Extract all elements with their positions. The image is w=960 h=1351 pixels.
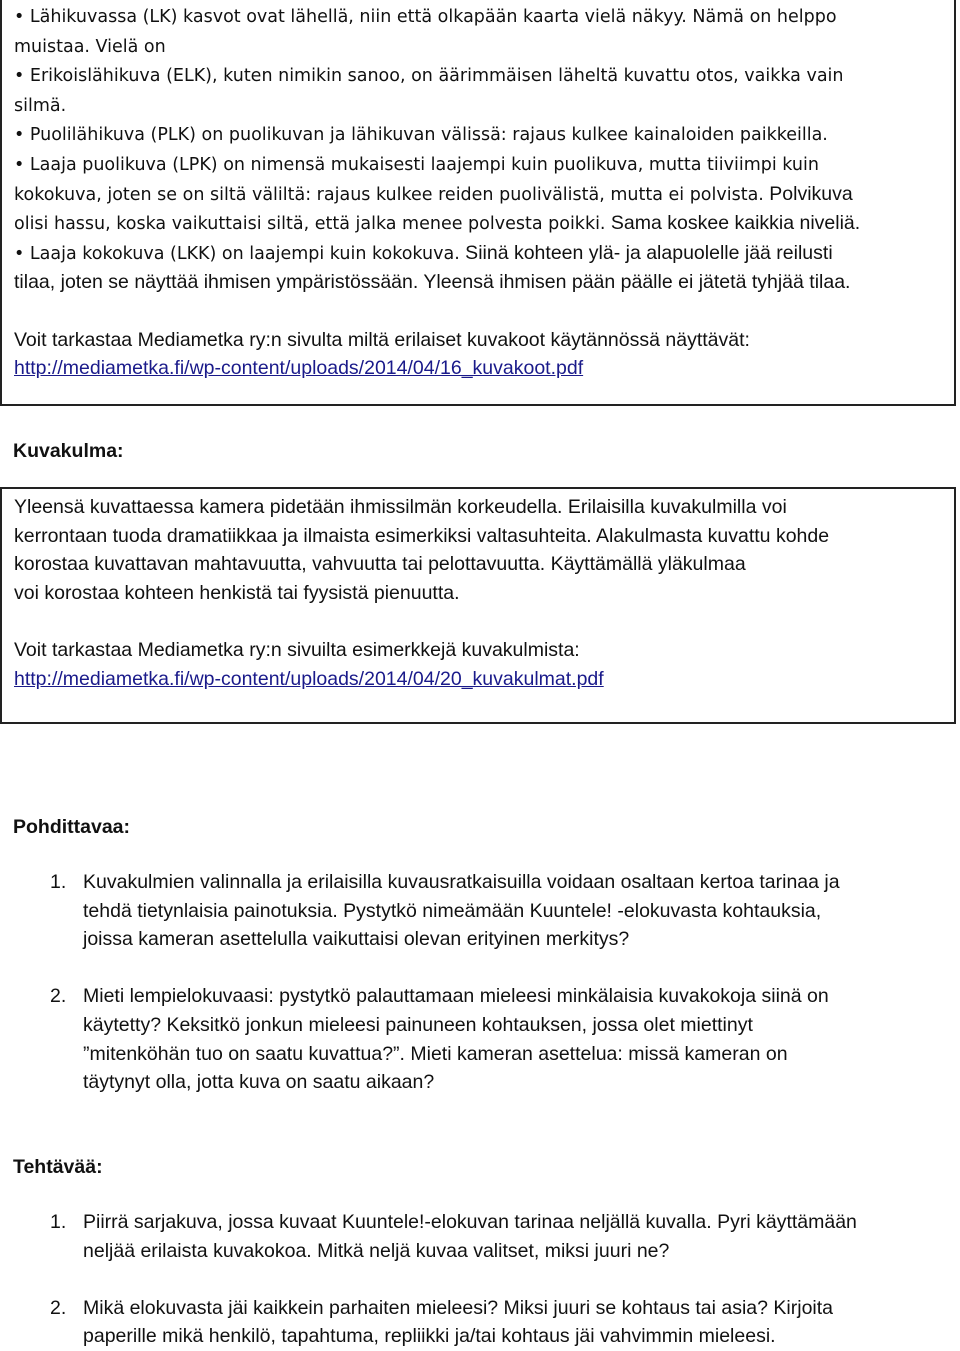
text-line: muistaa. Vielä on (14, 36, 166, 57)
text-line: Yleensä kuvattaessa kamera pidetään ihmissilmän korkeudella. Erilaisilla kuvakulmilla voi (14, 496, 787, 518)
item-line: paperille mikä henkilö, tapahtuma, repliikki ja/tai kohtaus jäi vahvimmin mieleesi. (83, 1325, 776, 1348)
tasks-heading: Tehtävää: (13, 1156, 103, 1178)
item-line: joissa kameran asettelulla vaikuttaisi olevan erityinen merkitys? (83, 928, 630, 951)
text-line: voi korostaa kohteen henkistä tai fyysistä pienuutta. (14, 581, 460, 604)
item-line: Mikä elokuvasta jäi kaikkein parhaiten mieleesi? Miksi juuri se kohtaus tai asia? Kirjoita (83, 1296, 834, 1319)
item-line: tehdä tietynlaisia painotuksia. Pystytkö nimeämään Kuuntele! -elokuvasta kohtauksia, (83, 899, 822, 922)
text-line: korostaa kuvattavan mahtavuutta, vahvuutta tai pelottavuutta. Käyttämällä yläkulmaa (14, 553, 746, 576)
text-line: • Laaja puolikuva (LPK) on nimensä mukaisesti laajempi kuin puolikuva, mutta tiiviimpi kuin (14, 154, 819, 175)
list-item (13, 982, 943, 1096)
text-line: • Erikoislähikuva (ELK), kuten nimikin sanoo, on äärimmäisen läheltä kuvattu otos, vaikka vain (14, 66, 844, 87)
item-number: 1. (50, 1211, 67, 1233)
item-line: käytetty? Keksitkö jonkun mieleesi painuneen kohtauksen, jossa olet miettinyt (83, 1013, 753, 1036)
text-line: kerrontaan tuoda dramatiikkaa ja ilmaista esimerkiksi valtasuhteita. Alakulmasta kuvattu kohde (14, 524, 830, 547)
link-intro: Voit tarkastaa Mediametka ry:n sivulta miltä erilaiset kuvakoot käytännössä näyttävät: (14, 328, 750, 351)
text-line: kokokuva, joten se on siltä väliltä: rajaus kulkee reiden puolivälistä, mutta ei polvista. Polvikuva (14, 182, 853, 205)
shot-sizes-link[interactable]: http://mediametka.fi/wp-content/uploads/2014/04/16_kuvakoot.pdf (14, 357, 584, 380)
list-item (13, 1294, 943, 1351)
reflect-heading: Pohdittavaa: (13, 816, 131, 838)
item-line: Kuvakulmien valinnalla ja erilaisilla kuvausratkaisuilla voidaan osaltaan kertoa tarinaa ja (83, 871, 840, 893)
item-line: Piirrä sarjakuva, jossa kuvaat Kuuntele!-elokuvan tarinaa neljällä kuvalla. Pyri käyttämään (83, 1211, 857, 1233)
shot-sizes-box (0, 0, 956, 406)
item-line: neljää erilaista kuvakokoa. Mitkä neljä kuvaa valitset, miksi juuri ne? (83, 1239, 670, 1262)
item-number: 2. (50, 1296, 67, 1319)
item-line: ”mitenköhän tuo on saatu kuvattua?”. Mieti kameran asettelua: missä kameran on (83, 1042, 788, 1065)
reflect-list (13, 868, 943, 1097)
text-line: silmä. (14, 95, 67, 116)
item-line: täytynyt olla, jotta kuva on saatu aikaan? (83, 1071, 435, 1094)
list-item (13, 868, 943, 954)
item-number: 1. (50, 871, 67, 893)
tasks-list (13, 1208, 943, 1351)
text-line: olisi hassu, koska vaikuttaisi siltä, että jalka menee polvesta poikki. Sama koskee kaikkia niveliä. (14, 212, 861, 235)
text-line: • Puolilähikuva (PLK) on puolikuvan ja lähikuvan välissä: rajaus kulkee kainaloiden paikkeilla. (14, 125, 828, 146)
text-line: • Laaja kokokuva (LKK) on laajempi kuin kokokuva. Siinä kohteen ylä- ja alapuolelle jää reilusti (14, 241, 833, 264)
text-line: tilaa, joten se näyttää ihmisen ympäristössään. Yleensä ihmisen pään päälle ei jätetä tyhjää tilaa. (14, 271, 851, 294)
item-line: Mieti lempielokuvaasi: pystytkö palauttamaan mieleesi minkälaisia kuvakokoja siinä on (83, 985, 829, 1008)
link-intro: Voit tarkastaa Mediametka ry:n sivuilta esimerkkejä kuvakulmista: (14, 638, 580, 661)
camera-angles-link[interactable]: http://mediametka.fi/wp-content/uploads/2014/04/20_kuvakulmat.pdf (14, 667, 604, 690)
item-number: 2. (50, 985, 67, 1008)
angle-heading: Kuvakulma: (13, 440, 124, 462)
text-line: • Lähikuvassa (LK) kasvot ovat lähellä, niin että olkapään kaarta vielä näkyy. Nämä on helppo (14, 7, 837, 27)
camera-angle-box (0, 487, 956, 724)
list-item (13, 1208, 943, 1265)
